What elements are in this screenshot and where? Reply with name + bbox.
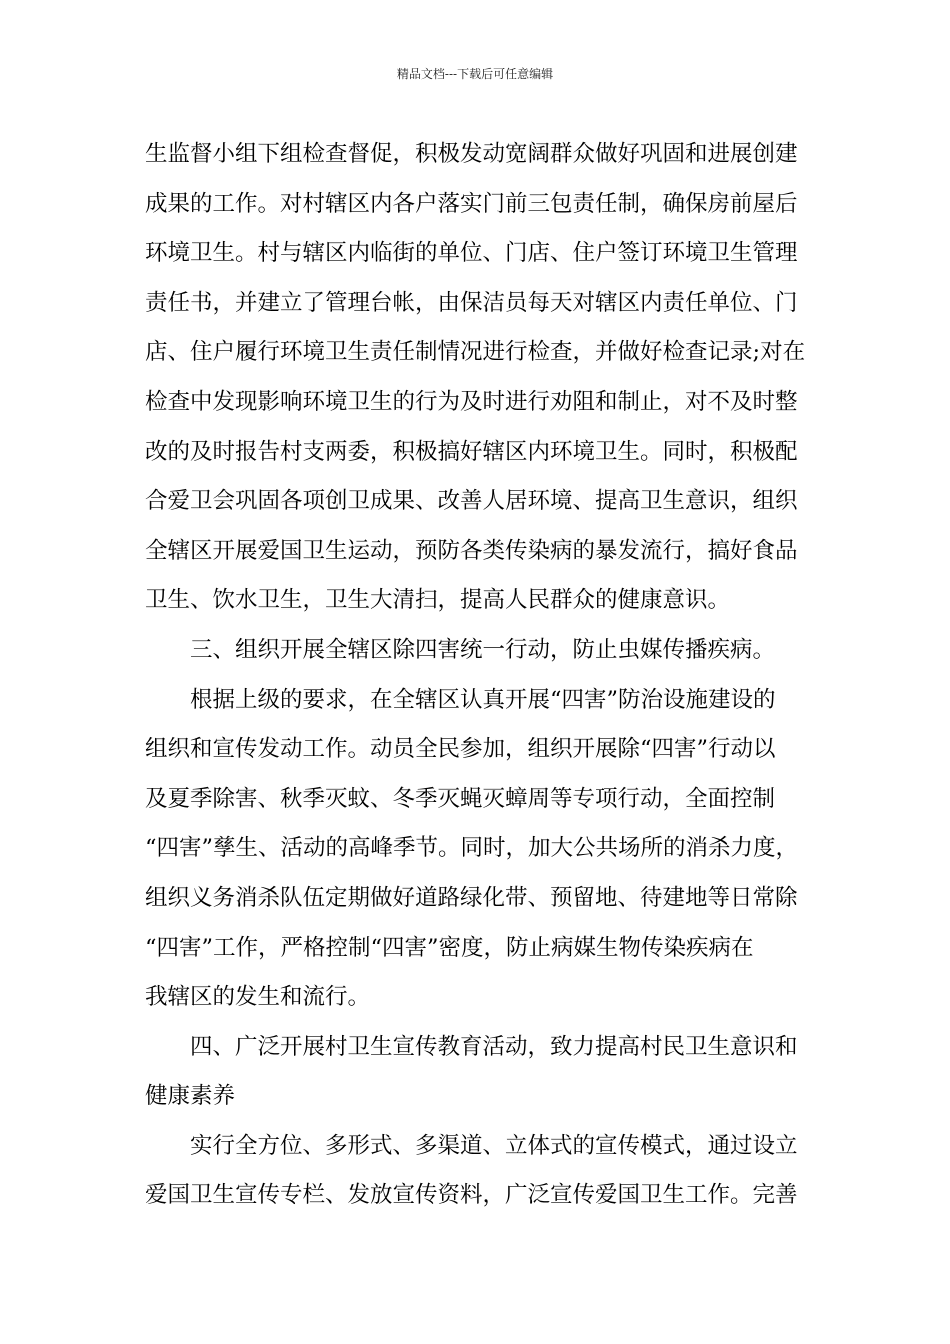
text-line: 我辖区的发生和流行。 bbox=[145, 984, 371, 1011]
text-line: 全辖区开展爱国卫生运动，预防各类传染病的暴发流行，搞好食品 bbox=[145, 537, 798, 564]
text-line: “四害”工作，严格控制“四害”密度，防止病媒生物传染疾病在 bbox=[145, 934, 754, 961]
text-line: 合爱卫会巩固各项创卫成果、改善人居环境、提高卫生意识，组织 bbox=[145, 488, 798, 515]
text-line: 爱国卫生宣传专栏、发放宣传资料，广泛宣传爱国卫生工作。完善 bbox=[145, 1182, 798, 1209]
text-line: 改的及时报告村支两委，积极搞好辖区内环境卫生。同时，积极配 bbox=[145, 438, 798, 465]
document-body bbox=[145, 130, 810, 1221]
text-line: “四害”孳生、活动的高峰季节。同时，加大公共场所的消杀力度， bbox=[145, 835, 799, 862]
text-line: 及夏季除害、秋季灭蚊、冬季灭蝇灭蟑周等专项行动，全面控制 bbox=[145, 785, 776, 812]
section-heading-4: 四、广泛开展村卫生宣传教育活动，致力提高村民卫生意识和 bbox=[190, 1033, 798, 1060]
page-header: 精品文档---下载后可任意编辑 bbox=[396, 67, 554, 81]
text-line: 店、住户履行环境卫生责任制情况进行检查，并做好检查记录;对在 bbox=[145, 339, 806, 366]
text-line: 健康素养 bbox=[145, 1083, 236, 1110]
text-line: 卫生、饮水卫生，卫生大清扫，提高人民群众的健康意识。 bbox=[145, 587, 731, 614]
text-line: 责任书，并建立了管理台帐，由保洁员每天对辖区内责任单位、门 bbox=[145, 289, 798, 316]
section-heading-3: 三、组织开展全辖区除四害统一行动，防止虫媒传播疾病。 bbox=[190, 636, 776, 663]
text-line: 实行全方位、多形式、多渠道、立体式的宣传模式，通过设立 bbox=[190, 1132, 798, 1159]
text-line: 成果的工作。对村辖区内各户落实门前三包责任制，确保房前屋后 bbox=[145, 190, 798, 217]
text-line: 组织和宣传发动工作。动员全民参加，组织开展除“四害”行动以 bbox=[145, 736, 776, 763]
text-line: 检查中发现影响环境卫生的行为及时进行劝阻和制止，对不及时整 bbox=[145, 388, 798, 415]
text-line: 环境卫生。村与辖区内临街的单位、门店、住户签订环境卫生管理 bbox=[145, 240, 798, 267]
text-line: 根据上级的要求，在全辖区认真开展“四害”防治设施建设的 bbox=[190, 686, 776, 713]
text-line: 组织义务消杀队伍定期做好道路绿化带、预留地、待建地等日常除 bbox=[145, 884, 798, 911]
text-line: 生监督小组下组检查督促，积极发动宽阔群众做好巩固和进展创建 bbox=[145, 141, 798, 167]
